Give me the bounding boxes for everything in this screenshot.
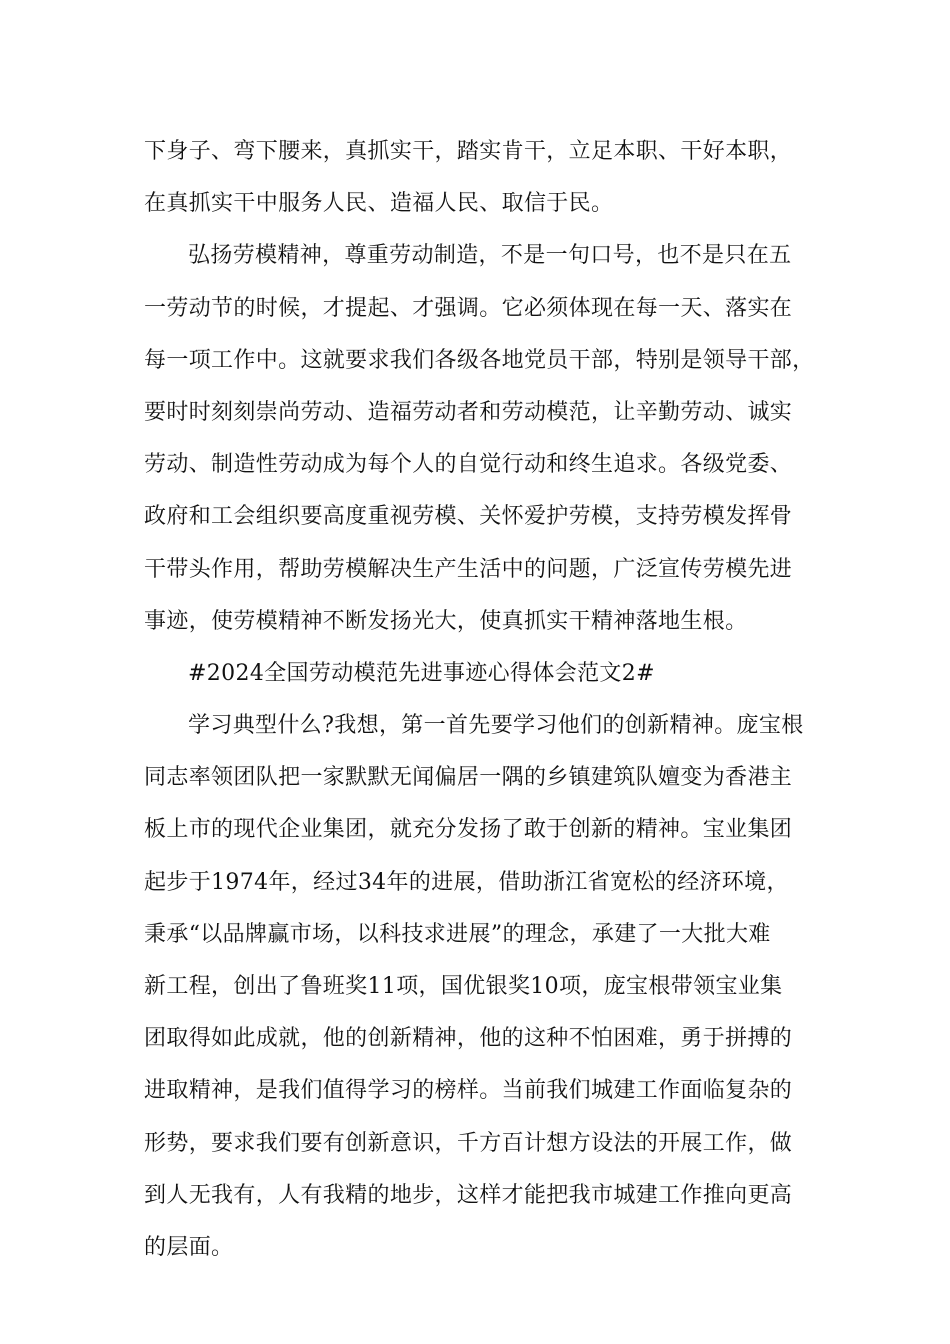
text-line: 劳动、制造性劳动成为每个人的自觉行动和终生追求。各级党委、 bbox=[144, 452, 793, 478]
text-line: 团取得如此成就，他的创新精神，他的这种不怕困难，勇于拼搏的 bbox=[144, 1026, 793, 1052]
text-line: 秉承“以品牌赢市场，以科技求进展”的理念，承建了一大批大难 bbox=[144, 921, 771, 947]
paragraph-start-line: 弘扬劳模精神，尊重劳动制造，不是一句口号，也不是只在五 bbox=[188, 243, 792, 269]
text-line: 到人无我有，人有我精的地步，这样才能把我市城建工作推向更高 bbox=[144, 1182, 793, 1208]
text-line: 每一项工作中。这就要求我们各级各地党员干部，特别是领导干部， bbox=[144, 347, 815, 373]
text-line: 政府和工会组织要高度重视劳模、关怀爱护劳模，支持劳模发挥骨 bbox=[144, 504, 793, 530]
text-line: 同志率领团队把一家默默无闻偏居一隅的乡镇建筑队嬗变为香港主 bbox=[144, 765, 793, 791]
text-line: 板上市的现代企业集团，就充分发扬了敢于创新的精神。宝业集团 bbox=[144, 817, 793, 843]
text-line: 进取精神，是我们值得学习的榜样。当前我们城建工作面临复杂的 bbox=[144, 1078, 793, 1104]
text-line: 一劳动节的时候，才提起、才强调。它必须体现在每一天、落实在 bbox=[144, 295, 793, 321]
text-line: 形势，要求我们要有创新意识，千方百计想方设法的开展工作，做 bbox=[144, 1130, 793, 1156]
text-line: 起步于1974年，经过34年的进展，借助浙江省宽松的经济环境， bbox=[144, 869, 789, 895]
text-line: 的层面。 bbox=[144, 1234, 234, 1260]
paragraph-start-line: 学习典型什么?我想，第一首先要学习他们的创新精神。庞宝根 bbox=[188, 713, 804, 739]
document-body bbox=[144, 126, 816, 1274]
text-line: 下身子、弯下腰来，真抓实干，踏实肯干，立足本职、干好本职， bbox=[144, 139, 793, 164]
section-heading: #2024全国劳动模范先进事迹心得体会范文2# bbox=[188, 660, 655, 686]
text-line: 在真抓实干中服务人民、造福人民、取信于民。 bbox=[144, 191, 614, 217]
text-line: 干带头作用，帮助劳模解决生产生活中的问题，广泛宣传劳模先进 bbox=[144, 556, 793, 582]
text-line: 要时时刻刻崇尚劳动、造福劳动者和劳动模范，让辛勤劳动、诚实 bbox=[144, 399, 793, 425]
text-line: 事迹，使劳模精神不断发扬光大，使真抓实干精神落地生根。 bbox=[144, 608, 748, 634]
text-line: 新工程，创出了鲁班奖11项，国优银奖10项，庞宝根带领宝业集 bbox=[144, 974, 783, 999]
